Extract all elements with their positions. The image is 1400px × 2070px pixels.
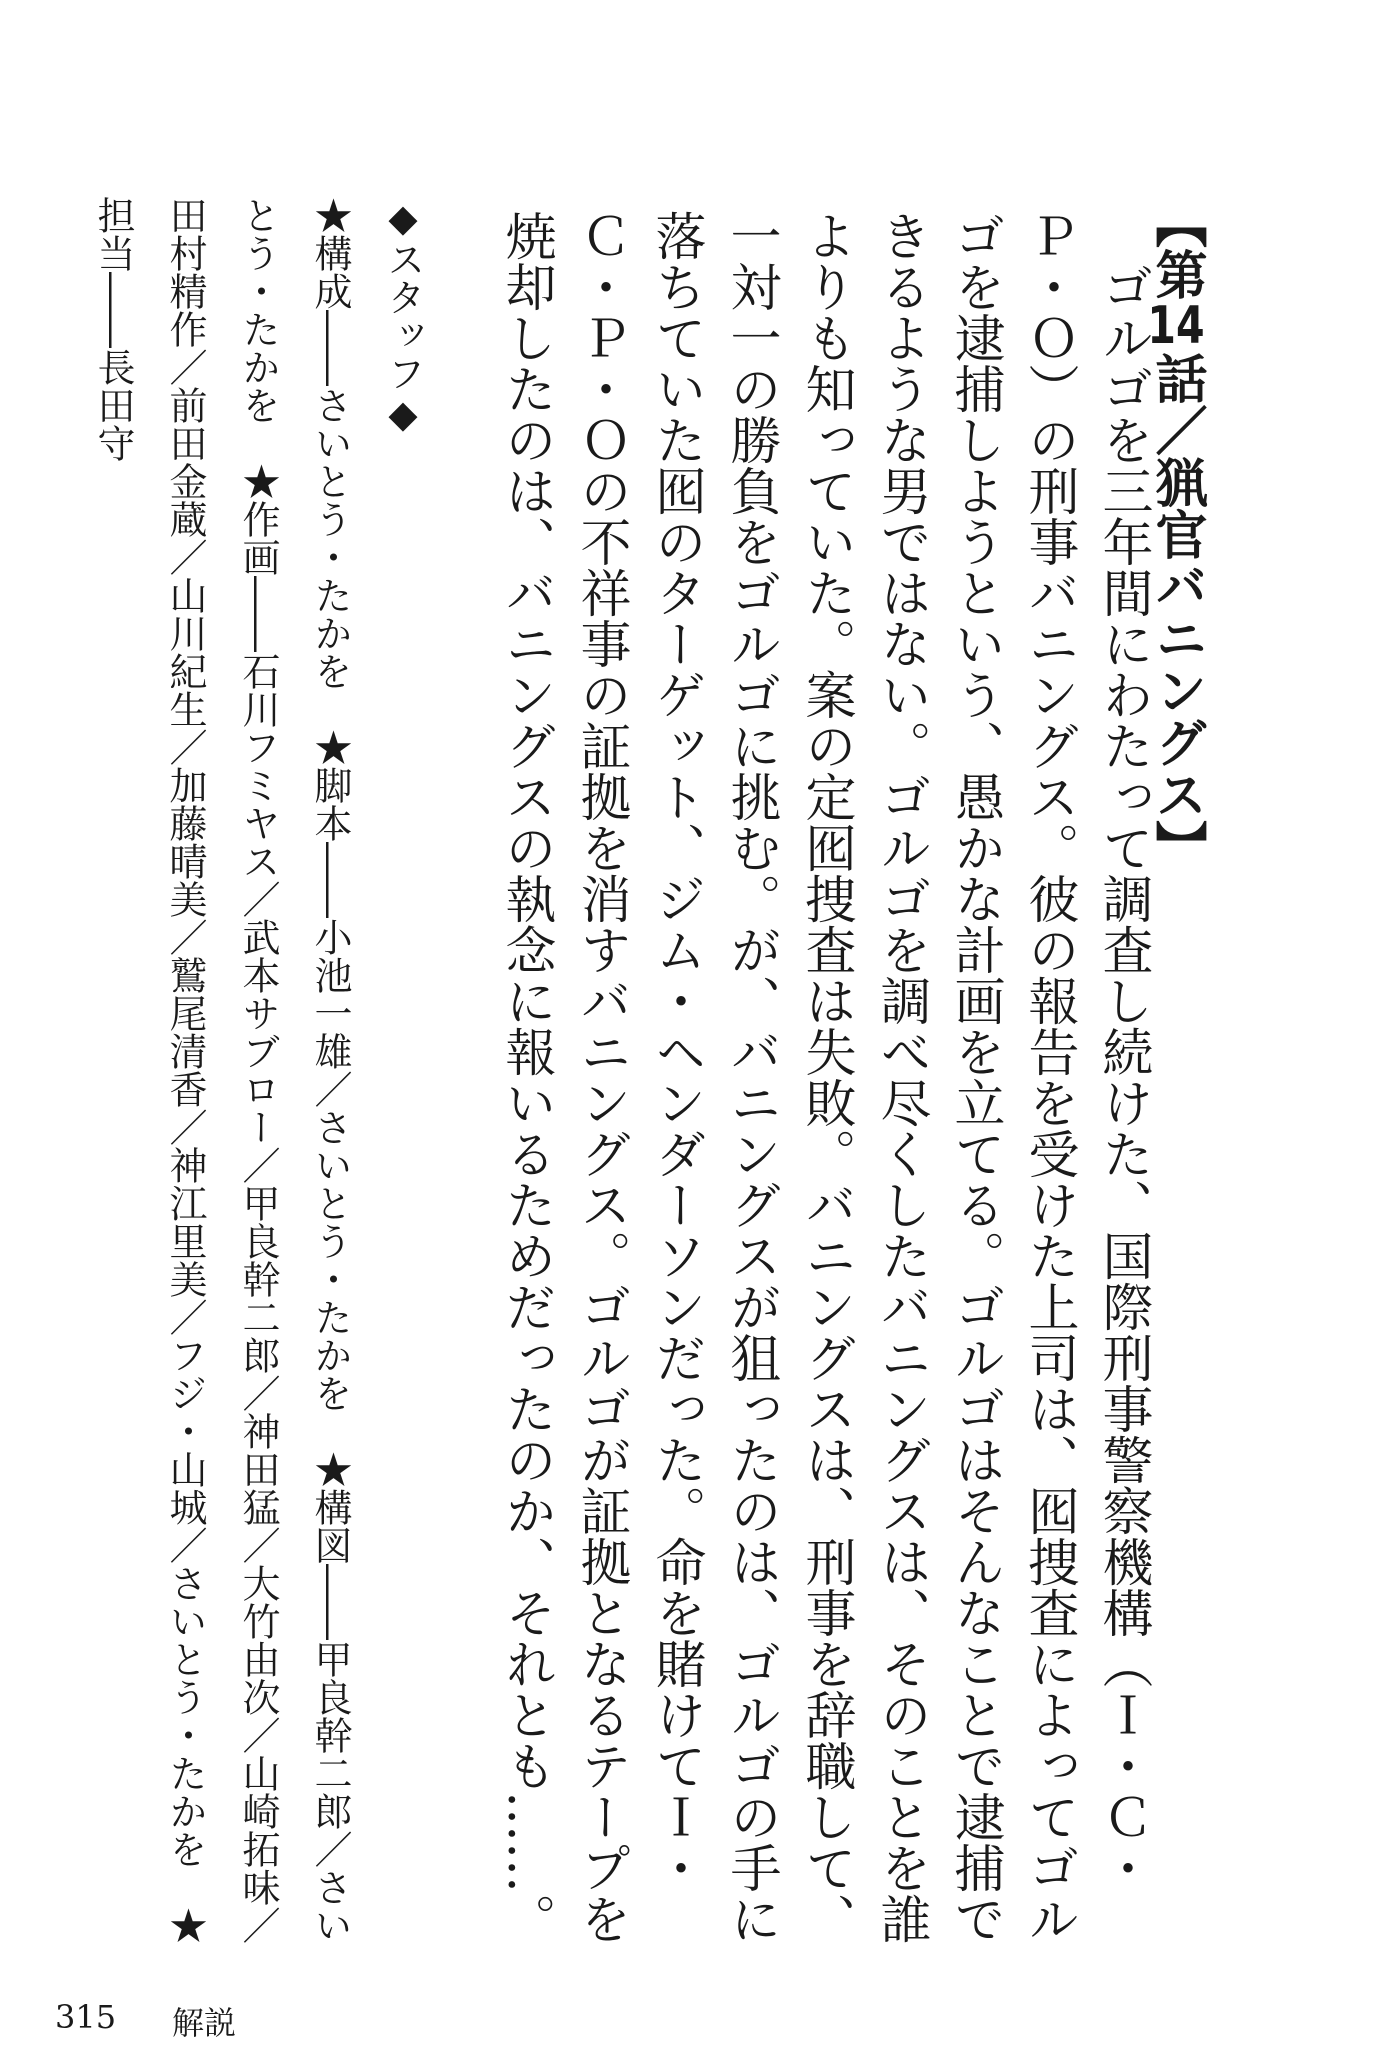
section-label: 解説 — [172, 2004, 237, 2042]
staff-line: 田村精作／前田金蔵／山川紀生／加藤晴美／鷲尾清香／神江里美／フジ・山城／さいとう・たかを ★ — [163, 196, 207, 1944]
body-line: 焼却したのは、バニングスの執念に報いるためだったのか、それとも……。 — [496, 210, 555, 1944]
body-line: ゴを逮捕しようという、愚かな計画を立てる。ゴルゴはそんなことで逮捕で — [945, 210, 1004, 1944]
body-line: Ｃ・Ｐ・Ｏの不祥事の証拠を消すバニングス。ゴルゴが証拠となるテープを — [571, 210, 630, 1944]
staff-line: ★構成――さいとう・たかを ★脚本――小池一雄／さいとう・たかを ★構図――甲良幹二郎／さい — [308, 196, 352, 1944]
staff-heading: ◆スタッフ◆ — [381, 196, 425, 436]
page-number: 315 — [55, 1998, 117, 2036]
body-line: きるような男ではない。ゴルゴを調べ尽くしたバニングスは、そのことを誰 — [871, 210, 930, 1944]
staff-line: 担当――長田守 — [91, 196, 135, 462]
title-prefix: 【第 — [1146, 196, 1206, 300]
body-line: よりも知っていた。案の定囮捜査は失敗。バニングスは、刑事を辞職して、 — [796, 210, 855, 1944]
title-number: 14 — [1147, 300, 1205, 352]
body-line: 落ちていた囮のターゲット、ジム・ヘンダーソンだった。命を賭けてＩ・ — [646, 210, 705, 1893]
title-suffix: 話／猟官バニングス】 — [1146, 352, 1206, 872]
body-line: ゴルゴを三年間にわたって調査し続けた、国際刑事警察機構（Ｉ・Ｃ・ — [1093, 210, 1152, 1893]
body-line: Ｐ・Ｏ）の刑事バニングス。彼の報告を受けた上司は、囮捜査によってゴル — [1019, 210, 1078, 1944]
chapter-title — [1146, 196, 1206, 872]
body-line: 一対一の勝負をゴルゴに挑む。が、バニングスが狙ったのは、ゴルゴの手に — [721, 210, 780, 1944]
staff-line: とう・たかを ★作画――石川フミヤス／武本サブロー／甲良幹二郎／神田猛／大竹由次／山崎拓味／ — [236, 196, 280, 1944]
